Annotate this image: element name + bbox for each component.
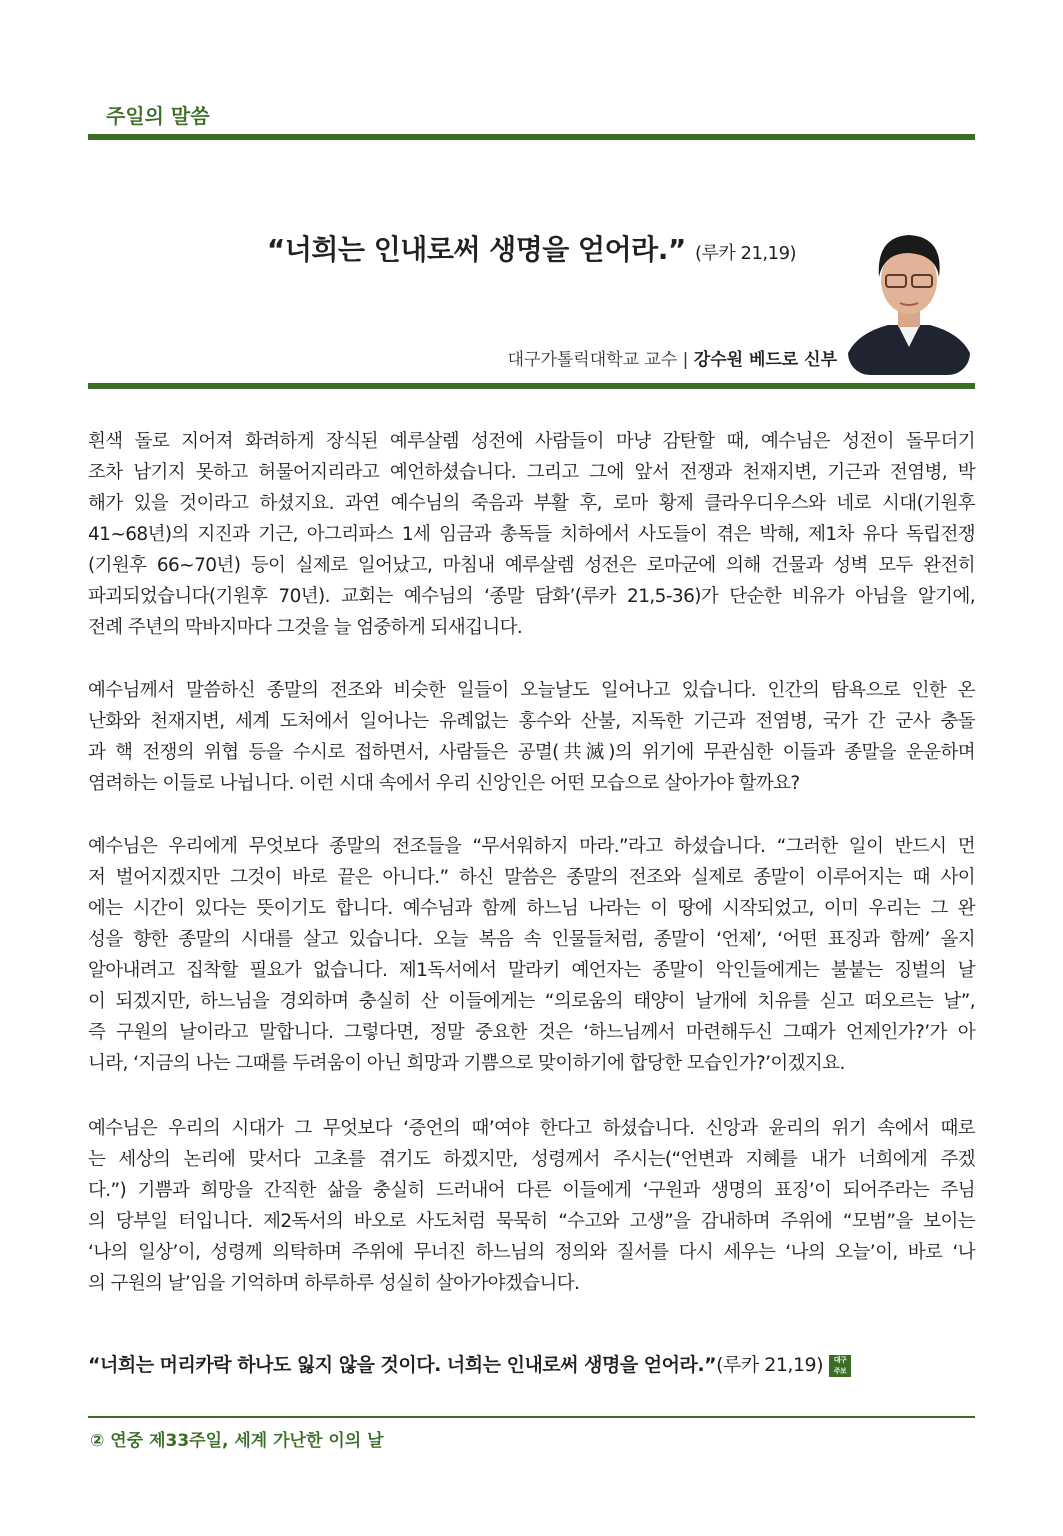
text-line: 전례 주년의 막바지마다 그것을 늘 엄중하게 되새깁니다. [88,617,523,638]
title-reference: (루카 21,19) [694,243,797,264]
header-divider [88,383,975,389]
author-affiliation: 대구가톨릭대학교 교수 [507,350,678,370]
text-line: 난화와 천재지변, 세계 도처에서 일어나는 유례없는 홍수와 산불, 지독한 기근과 전염병, 국가 간 군사 충돌 [88,711,975,732]
publication-stamp-logo: 대구 주보 [829,1355,851,1377]
footer-text: ② 연중 제33주일, 세계 가난한 이의 날 [90,1431,384,1451]
text-line: 흰색 돌로 지어져 화려하게 장식된 예루살렘 성전에 사람들이 마냥 감탄할 때, 예수님은 성전이 돌무더기 [88,431,975,452]
text-line: 에는 시간이 있다는 뜻이기도 합니다. 예수님과 함께 하느님 나라는 이 땅에 시작되었고, 이미 우리는 그 완 [88,898,975,919]
paragraph-1 [88,426,975,643]
section-title: 주일의 말씀 [106,104,210,128]
text-line: 41~68년)의 지진과 기근, 아그리파스 1세 임금과 총독들 치하에서 사도들이 겪은 박해, 제1차 유다 독립전쟁 [88,524,975,545]
text-line: 해가 있을 것이라고 하셨지요. 과연 예수님의 죽음과 부활 후, 로마 황제 클라우디우스와 네로 시대(기원후 [88,493,975,514]
text-line: ‘나의 일상’이, 성령께 의탁하며 주위에 무너진 하느님의 정의와 질서를 다시 세우는 ‘나의 오늘’이, 바로 ‘나 [88,1242,975,1263]
text-line: 파괴되었습니다(기원후 70년). 교회는 예수님의 ‘종말 담화’(루카 21,5-36)가 단순한 비유가 아님을 알기에, [88,586,975,607]
paragraph-4 [88,1113,975,1299]
text-line: 즉 구원의 날이라고 말합니다. 그렇다면, 정말 중요한 것은 ‘하느님께서 마련해두신 그때가 언제인가?’가 아 [88,1022,975,1043]
author-photo [848,225,970,375]
text-line: 니라, ‘지금의 나는 그때를 두려움이 아닌 희망과 기쁨으로 맞이하기에 합당한 모습인가?’이겠지요. [88,1053,845,1074]
top-divider [88,134,975,140]
paragraph-3 [88,831,975,1079]
text-line: 예수님은 우리에게 무엇보다 종말의 전조들을 “무서워하지 마라.”라고 하셨습니다. “그러한 일이 반드시 먼 [88,836,975,857]
text-line: 염려하는 이들로 나뉩니다. 이런 시대 속에서 우리 신앙인은 어떤 모습으로 살아가야 할까요? [88,773,800,794]
text-line: 예수님은 우리의 시대가 그 무엇보다 ‘증언의 때’여야 한다고 하셨습니다. 신앙과 윤리의 위기 속에서 때로 [88,1118,975,1139]
text-line: 는 세상의 논리에 맞서다 고초를 겪기도 하겠지만, 성령께서 주시는(“언변과 지혜를 내가 너희에게 주겠 [88,1149,975,1170]
text-line: 예수님께서 말씀하신 종말의 전조와 비슷한 일들이 오늘날도 일어나고 있습니다. 인간의 탐욕으로 인한 온 [88,680,975,701]
text-line: 의 구원의 날’임을 기억하며 하루하루 성실히 살아가야겠습니다. [88,1273,580,1294]
byline-separator: | [677,350,694,370]
text-line: 저 벌어지겠지만 그것이 바로 끝은 아니다.” 하신 말씀은 종말의 전조와 실제로 종말이 이루어지는 때 사이 [88,867,975,888]
text-line: 조차 남기지 못하고 허물어지리라고 예언하셨습니다. 그리고 그에 앞서 전쟁과 천재지변, 기근과 전염병, 박 [88,462,975,483]
text-line: (기원후 66~70년) 등이 실제로 일어났고, 마침내 예루살렘 성전은 로마군에 의해 건물과 성벽 모두 완전히 [88,555,975,576]
text-line: 알아내려고 집착할 필요가 없습니다. 제1독서에서 말라키 예언자는 종말이 악인들에게는 불붙는 징벌의 날 [88,960,975,981]
text-line: 성을 향한 종말의 시대를 살고 있습니다. 오늘 복음 속 인물들처럼, 종말이 ‘언제’, ‘어떤 표징과 함께’ 올지 [88,929,975,950]
author-byline [508,345,837,370]
closing-quote-text: “너희는 머리카락 하나도 잃지 않을 것이다. 너희는 인내로써 생명을 얻어라.” [88,1354,717,1376]
text-line: 과 핵 전쟁의 위협 등을 수시로 접하면서, 사람들은 공멸(共滅)의 위기에 무관심한 이들과 종말을 운운하며 [88,742,975,763]
footer-divider [88,1416,975,1418]
text-line: 다.”) 기쁨과 희망을 간직한 삶을 충실히 드러내어 다른 이들에게 ‘구원과 생명의 표징’이 되어주라는 주님 [88,1180,975,1201]
paragraph-2 [88,675,975,799]
title-quote: “너희는 인내로써 생명을 얻어라.” [266,233,686,266]
author-name: 강수원 베드로 신부 [693,350,837,370]
text-line: 이 되겠지만, 하느님을 경외하며 충실히 산 이들에게는 “의로움의 태양이 날개에 치유를 싣고 떠오르는 날”, [88,991,975,1012]
text-line: 의 당부일 터입니다. 제2독서의 바오로 사도처럼 묵묵히 “수고와 고생”을 감내하며 주위에 “모범”을 보이는 [88,1211,975,1232]
closing-quote [88,1350,851,1377]
closing-reference: (루카 21,19) [716,1354,824,1376]
